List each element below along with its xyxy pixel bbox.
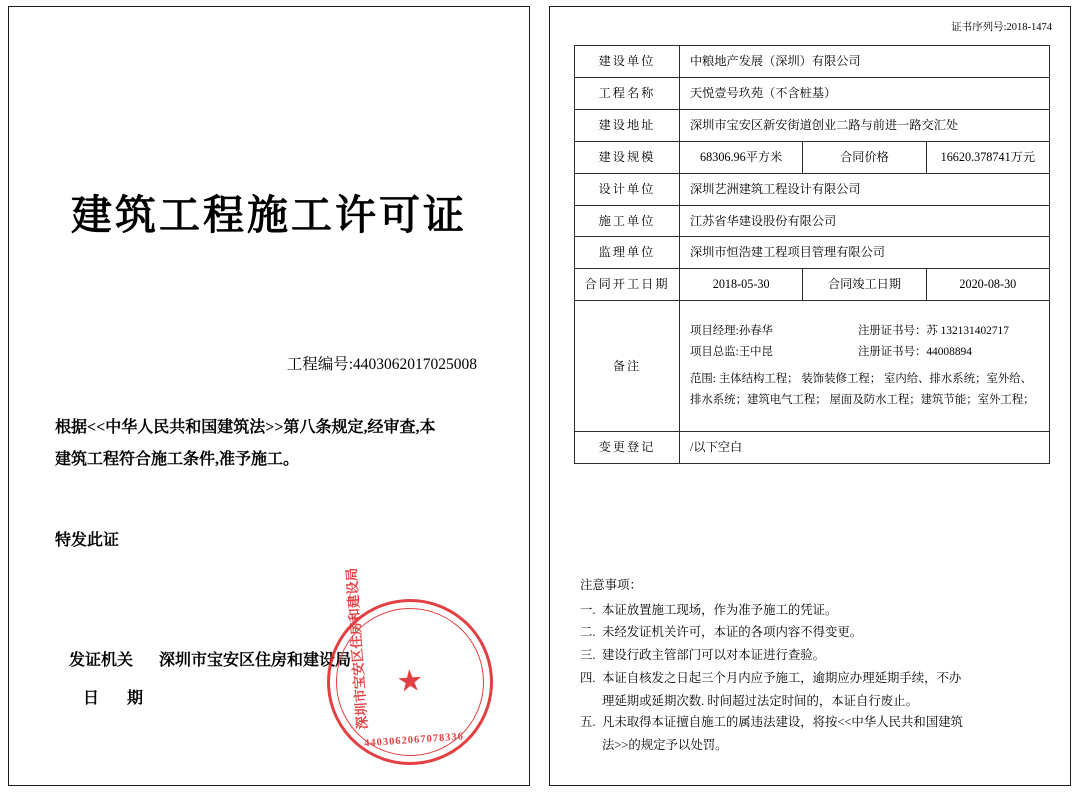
issuer-row	[69, 647, 351, 670]
seal-bottom-text: 4403062067078336	[363, 731, 465, 750]
table-row	[575, 237, 1050, 269]
official-seal-icon	[321, 567, 498, 770]
list-item	[580, 622, 1048, 644]
row-value-construction-unit: 中粮地产发展（深圳）有限公司	[680, 46, 1050, 78]
row-label-construction-unit: 建设单位	[575, 46, 680, 78]
row-label-change-registration: 变更登记	[575, 432, 680, 464]
row-value-supervision-unit: 深圳市恒浩建工程项目管理有限公司	[680, 237, 1050, 269]
row-value-remark	[680, 301, 1050, 432]
remark-manager-name: 项目经理:孙春华	[690, 325, 773, 338]
row-value-design-unit: 深圳艺洲建筑工程设计有限公司	[680, 173, 1050, 205]
remark-scope-line-1: 范围: 主体结构工程； 装饰装修工程； 室内给、排水系统；室外给、	[690, 373, 1033, 386]
table-row	[575, 269, 1050, 301]
notes-title: 注意事项：	[580, 578, 642, 592]
row-label-end-date: 合同竣工日期	[803, 269, 926, 301]
row-label-supervision-unit: 监理单位	[575, 237, 680, 269]
serial-number: 证书序列号:2018-1474	[951, 22, 1052, 33]
list-item	[580, 668, 1048, 690]
table-row	[575, 205, 1050, 237]
note-text: 未经发证机关许可，本证的各项内容不得变更。	[602, 625, 863, 640]
note-number: 五.	[580, 715, 596, 730]
seal-top-text: 深圳市宝安区住房和建设局	[343, 567, 371, 730]
row-value-price: 16620.378741万元	[926, 141, 1049, 173]
note-continuation: 理延期或延期次数. 时间超过法定时间的，本证自行废止。	[602, 693, 918, 708]
row-value-address: 深圳市宝安区新安街道创业二路与前进一路交汇处	[680, 109, 1050, 141]
issuer-label: 发证机关	[69, 652, 134, 669]
project-info-table	[574, 45, 1050, 464]
note-text: 凡未取得本证擅自施工的属违法建设，将按<<中华人民共和国建筑	[602, 715, 963, 730]
row-value-project-name: 天悦壹号玖苑（不含桩基）	[680, 77, 1050, 109]
row-label-start-date: 合同开工日期	[575, 269, 680, 301]
project-number: 工程编号:4403062017025008	[286, 356, 477, 373]
row-label-remark: 备注	[575, 301, 680, 432]
row-value-end-date: 2020-08-30	[926, 269, 1049, 301]
row-label-address: 建设地址	[575, 109, 680, 141]
row-label-price: 合同价格	[803, 141, 926, 173]
table-row	[575, 432, 1050, 464]
table-row	[575, 77, 1050, 109]
certificate-title: 建筑工程施工许可证	[71, 192, 467, 238]
note-number: 二.	[580, 625, 596, 640]
remark-manager-cert: 注册证书号：苏 132131402717	[858, 325, 1009, 338]
row-value-change-registration: /以下空白	[680, 432, 1050, 464]
issue-date-label: 日 期	[83, 690, 156, 707]
legal-clause	[55, 412, 483, 476]
row-value-scale: 68306.96平方米	[680, 141, 803, 173]
note-number: 三.	[580, 648, 596, 663]
remark-manager-line	[690, 321, 1041, 342]
legal-clause-line-1: 根据<<中华人民共和国建筑法>>第八条规定,经审查,本	[55, 419, 436, 436]
table-row	[575, 109, 1050, 141]
list-item	[580, 712, 1048, 734]
notes-section	[580, 575, 1048, 757]
list-item	[580, 600, 1048, 622]
row-value-start-date: 2018-05-30	[680, 269, 803, 301]
note-text: 本证自核发之日起三个月内应予施工，逾期应办理延期手续，不办	[602, 670, 962, 685]
row-label-design-unit: 设计单位	[575, 173, 680, 205]
row-label-construction-contractor: 施工单位	[575, 205, 680, 237]
row-value-construction-contractor: 江苏省华建设股份有限公司	[680, 205, 1050, 237]
remark-chief-line	[690, 342, 1041, 363]
note-text: 建设行政主管部门可以对本证进行查验。	[602, 648, 826, 663]
table-row	[575, 46, 1050, 78]
issuer-value: 深圳市宝安区住房和建设局	[159, 652, 352, 669]
table-row	[575, 301, 1050, 432]
list-item	[580, 645, 1048, 667]
row-label-scale: 建设规模	[575, 141, 680, 173]
note-text: 本证放置施工现场，作为准予施工的凭证。	[602, 602, 838, 617]
remark-scope-line-2: 排水系统；建筑电气工程； 屋面及防水工程；建筑节能；室外工程；	[690, 394, 1035, 407]
table-row	[575, 141, 1050, 173]
seal-star-icon: ★	[395, 664, 425, 699]
table-row	[575, 173, 1050, 205]
note-continuation: 法>>的规定予以处罚。	[602, 737, 728, 752]
remark-chief-name: 项目总监:王中昆	[690, 346, 773, 359]
row-label-project-name: 工程名称	[575, 77, 680, 109]
note-number: 一.	[580, 602, 596, 617]
special-issue-note: 特发此证	[55, 532, 120, 549]
right-details-panel	[549, 6, 1071, 786]
remark-chief-cert: 注册证书号：44008894	[858, 346, 972, 359]
note-number: 四.	[580, 670, 596, 685]
left-certificate-panel	[8, 6, 530, 786]
legal-clause-line-2: 建筑工程符合施工条件,准予施工。	[55, 451, 300, 468]
